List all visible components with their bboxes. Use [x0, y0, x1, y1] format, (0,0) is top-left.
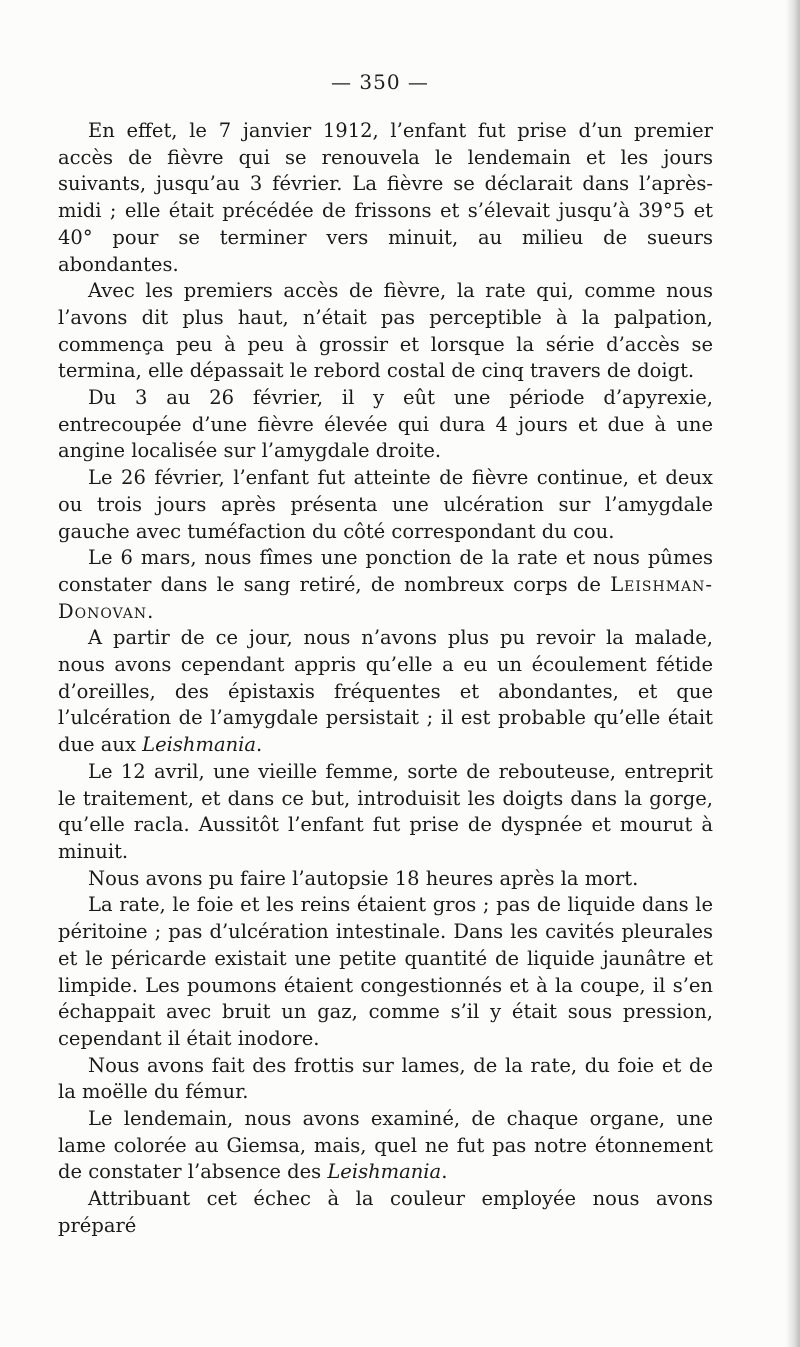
paragraph [58, 759, 713, 866]
paragraph [58, 1053, 713, 1106]
paragraph-text: Le 12 avril, une vieille femme, sorte de rebouteuse, entreprit le traitement, et dans ce but, introduisit les doigts dans la gorge, qu’elle racla. Aussitôt l’enfant fut prise de dyspnée et mourut à minuit. [58, 759, 713, 863]
paragraph [58, 385, 713, 465]
paragraph [58, 465, 713, 545]
italic-term: Leishmania [327, 1160, 442, 1184]
paragraph-text: . [147, 599, 154, 623]
paragraph-text: Le 26 février, l’enfant fut atteinte de fièvre continue, et deux ou trois jours après présenta une ulcération sur l’amygdale gauche avec tuméfaction du côté correspondant du cou. [58, 466, 713, 543]
paragraph [58, 892, 713, 1052]
paragraph [58, 625, 713, 759]
paragraph-text: . [256, 733, 263, 757]
paragraph-text: Du 3 au 26 février, il y eût une période d’apyrexie, entrecoupée d’une fièvre élevée qui dura 4 jours et due à une angine localisée sur l’amygdale droite. [58, 386, 713, 463]
paragraph [58, 1186, 713, 1239]
paragraph [58, 278, 713, 385]
page-edge-shadow [786, 0, 800, 1347]
body-text [58, 118, 713, 1240]
italic-term: Leishmania [142, 733, 257, 757]
paragraph-text: Attribuant cet échec à la couleur employée nous avons préparé [58, 1187, 713, 1237]
paragraph [58, 545, 713, 625]
paragraph [58, 118, 713, 278]
paragraph-text: Nous avons fait des frottis sur lames, de la rate, du foie et de la moëlle du fémur. [58, 1053, 713, 1104]
page-number: — 350 — [331, 70, 429, 94]
small-caps-name: Leishman-Donovan [58, 572, 713, 623]
paragraph-text: Avec les premiers accès de fièvre, la rate qui, comme nous l’avons dit plus haut, n’était pas perceptible à la palpation, commença peu à peu à grossir et lorsque la série d’accès se termina, elle dépassait le rebord costal de cinq travers de doigt. [58, 279, 713, 383]
paragraph-text: A partir de ce jour, nous n’avons plus pu revoir la malade, nous avons cependant appris qu’elle a eu un écoulement fétide d’oreilles, des épistaxis fréquentes et abondantes, et que l’ulcération de l’amygdale persistait ; il est probable qu’elle était due aux [58, 626, 713, 757]
paragraph-text: Le lendemain, nous avons examiné, de chaque organe, une lame colorée au Giemsa, mais, quel ne fut pas notre étonnement de constater l’absence des [58, 1107, 713, 1184]
paragraph-text: Nous avons pu faire l’autopsie 18 heures après la mort. [88, 866, 639, 890]
paragraph-text: En effet, le 7 janvier 1912, l’enfant fut prise d’un premier accès de fièvre qui se renouvela le lendemain et les jours suivants, jusqu’au 3 février. La fièvre se déclarait dans l’après-midi ; elle était précédée de frissons et s’élevait jusqu’à 39°5 et 40° pour se terminer vers minuit, au milieu de sueurs abondantes. [58, 119, 713, 276]
paragraph-text: . [441, 1160, 448, 1184]
paragraph-text: La rate, le foie et les reins étaient gros ; pas de liquide dans le péritoine ; pas d’ulcération intestinale. Dans les cavités pleurales et le péricarde existait une petite quantité de liquide jaunâtre et limpide. Les poumons étaient congestionnés et à la coupe, il s’en échappait avec bruit un gaz, comme s’il y était sous pression, cependant il était inodore. [58, 893, 713, 1050]
paragraph [58, 866, 713, 893]
paragraph [58, 1106, 713, 1186]
paragraph-text: Le 6 mars, nous fîmes une ponction de la rate et nous pûmes constater dans le sang retiré, de nombreux corps de [58, 546, 713, 596]
